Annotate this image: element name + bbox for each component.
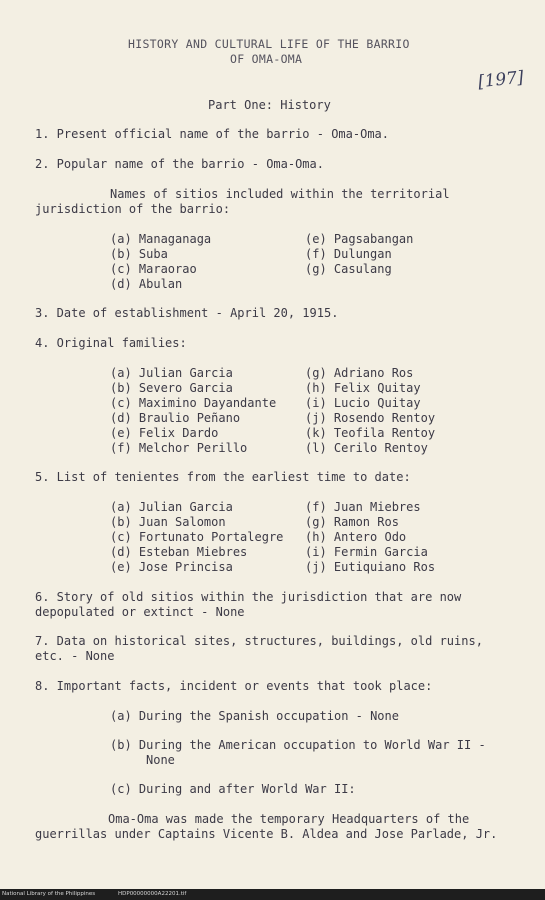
list-item: (h) Antero Odo: [305, 530, 407, 544]
question-4-original-families: 4. Original families:: [35, 336, 187, 350]
list-item: (j) Eutiquiano Ros: [305, 560, 436, 574]
list-item: (a) Julian Garcia: [110, 366, 233, 380]
question-8-important-facts: 8. Important facts, incident or events that took place:: [35, 679, 433, 693]
list-item: (e) Jose Princisa: [110, 560, 233, 574]
sitios-intro-line1: Names of sitios included within the territorial: [110, 187, 450, 201]
list-item: (l) Cerilo Rentoy: [305, 441, 428, 455]
list-item: (b) Suba: [110, 247, 168, 261]
question-8a-spanish: (a) During the Spanish occupation - None: [110, 709, 399, 723]
question-1-official-name: 1. Present official name of the barrio - Oma-Oma.: [35, 127, 390, 141]
question-8b-line2: None: [146, 753, 175, 767]
list-item: (c) Fortunato Portalegre: [110, 530, 284, 544]
list-item: (i) Fermin Garcia: [305, 545, 428, 559]
question-7-line2: etc. - None: [35, 649, 115, 663]
list-item: (f) Juan Miebres: [305, 500, 421, 514]
list-item: (a) Julian Garcia: [110, 500, 233, 514]
scan-footer-bar: [0, 889, 545, 900]
closing-paragraph-line1: Oma-Oma was made the temporary Headquarters of the: [108, 812, 470, 826]
footer-library-name: National Library of the Philippines: [2, 891, 96, 897]
question-6-line1: 6. Story of old sitios within the jurisdiction that are now: [35, 590, 462, 604]
document-title-line1: HISTORY AND CULTURAL LIFE OF THE BARRIO: [128, 37, 410, 51]
footer-file-code: HDP00000000A22201.tif: [118, 891, 187, 897]
list-item: (k) Teofila Rentoy: [305, 426, 436, 440]
closing-paragraph-line2: guerrillas under Captains Vicente B. Aldea and Jose Parlade, Jr.: [35, 827, 498, 841]
list-item: (d) Braulio Peñano: [110, 411, 241, 425]
question-6-line2: depopulated or extinct - None: [35, 605, 245, 619]
question-7-line1: 7. Data on historical sites, structures, buildings, old ruins,: [35, 634, 483, 648]
list-item: (g) Adriano Ros: [305, 366, 414, 380]
question-3-date-established: 3. Date of establishment - April 20, 1915.: [35, 306, 339, 320]
list-item: (h) Felix Quitay: [305, 381, 421, 395]
list-item: (f) Melchor Perillo: [110, 441, 248, 455]
sitios-intro-line2: jurisdiction of the barrio:: [35, 202, 231, 216]
question-5-tenientes: 5. List of tenientes from the earliest time to date:: [35, 470, 411, 484]
list-item: (g) Casulang: [305, 262, 392, 276]
list-item: (c) Maraorao: [110, 262, 197, 276]
list-item: (b) Severo Garcia: [110, 381, 233, 395]
list-item: (c) Maximino Dayandante: [110, 396, 277, 410]
list-item: (g) Ramon Ros: [305, 515, 399, 529]
part-heading: Part One: History: [208, 98, 331, 112]
list-item: (d) Esteban Miebres: [110, 545, 248, 559]
document-title-line2: OF OMA-OMA: [230, 52, 303, 66]
handwritten-page-number: [197]: [477, 67, 525, 93]
list-item: (i) Lucio Quitay: [305, 396, 421, 410]
list-item: (f) Dulungan: [305, 247, 392, 261]
list-item: (e) Felix Dardo: [110, 426, 219, 440]
list-item: (b) Juan Salomon: [110, 515, 226, 529]
question-8b-line1: (b) During the American occupation to World War II -: [110, 738, 486, 752]
list-item: (e) Pagsabangan: [305, 232, 414, 246]
list-item: (d) Abulan: [110, 277, 183, 291]
question-2-popular-name: 2. Popular name of the barrio - Oma-Oma.: [35, 157, 324, 171]
question-8c-wwii: (c) During and after World War II:: [110, 782, 356, 796]
list-item: (j) Rosendo Rentoy: [305, 411, 436, 425]
list-item: (a) Managanaga: [110, 232, 212, 246]
